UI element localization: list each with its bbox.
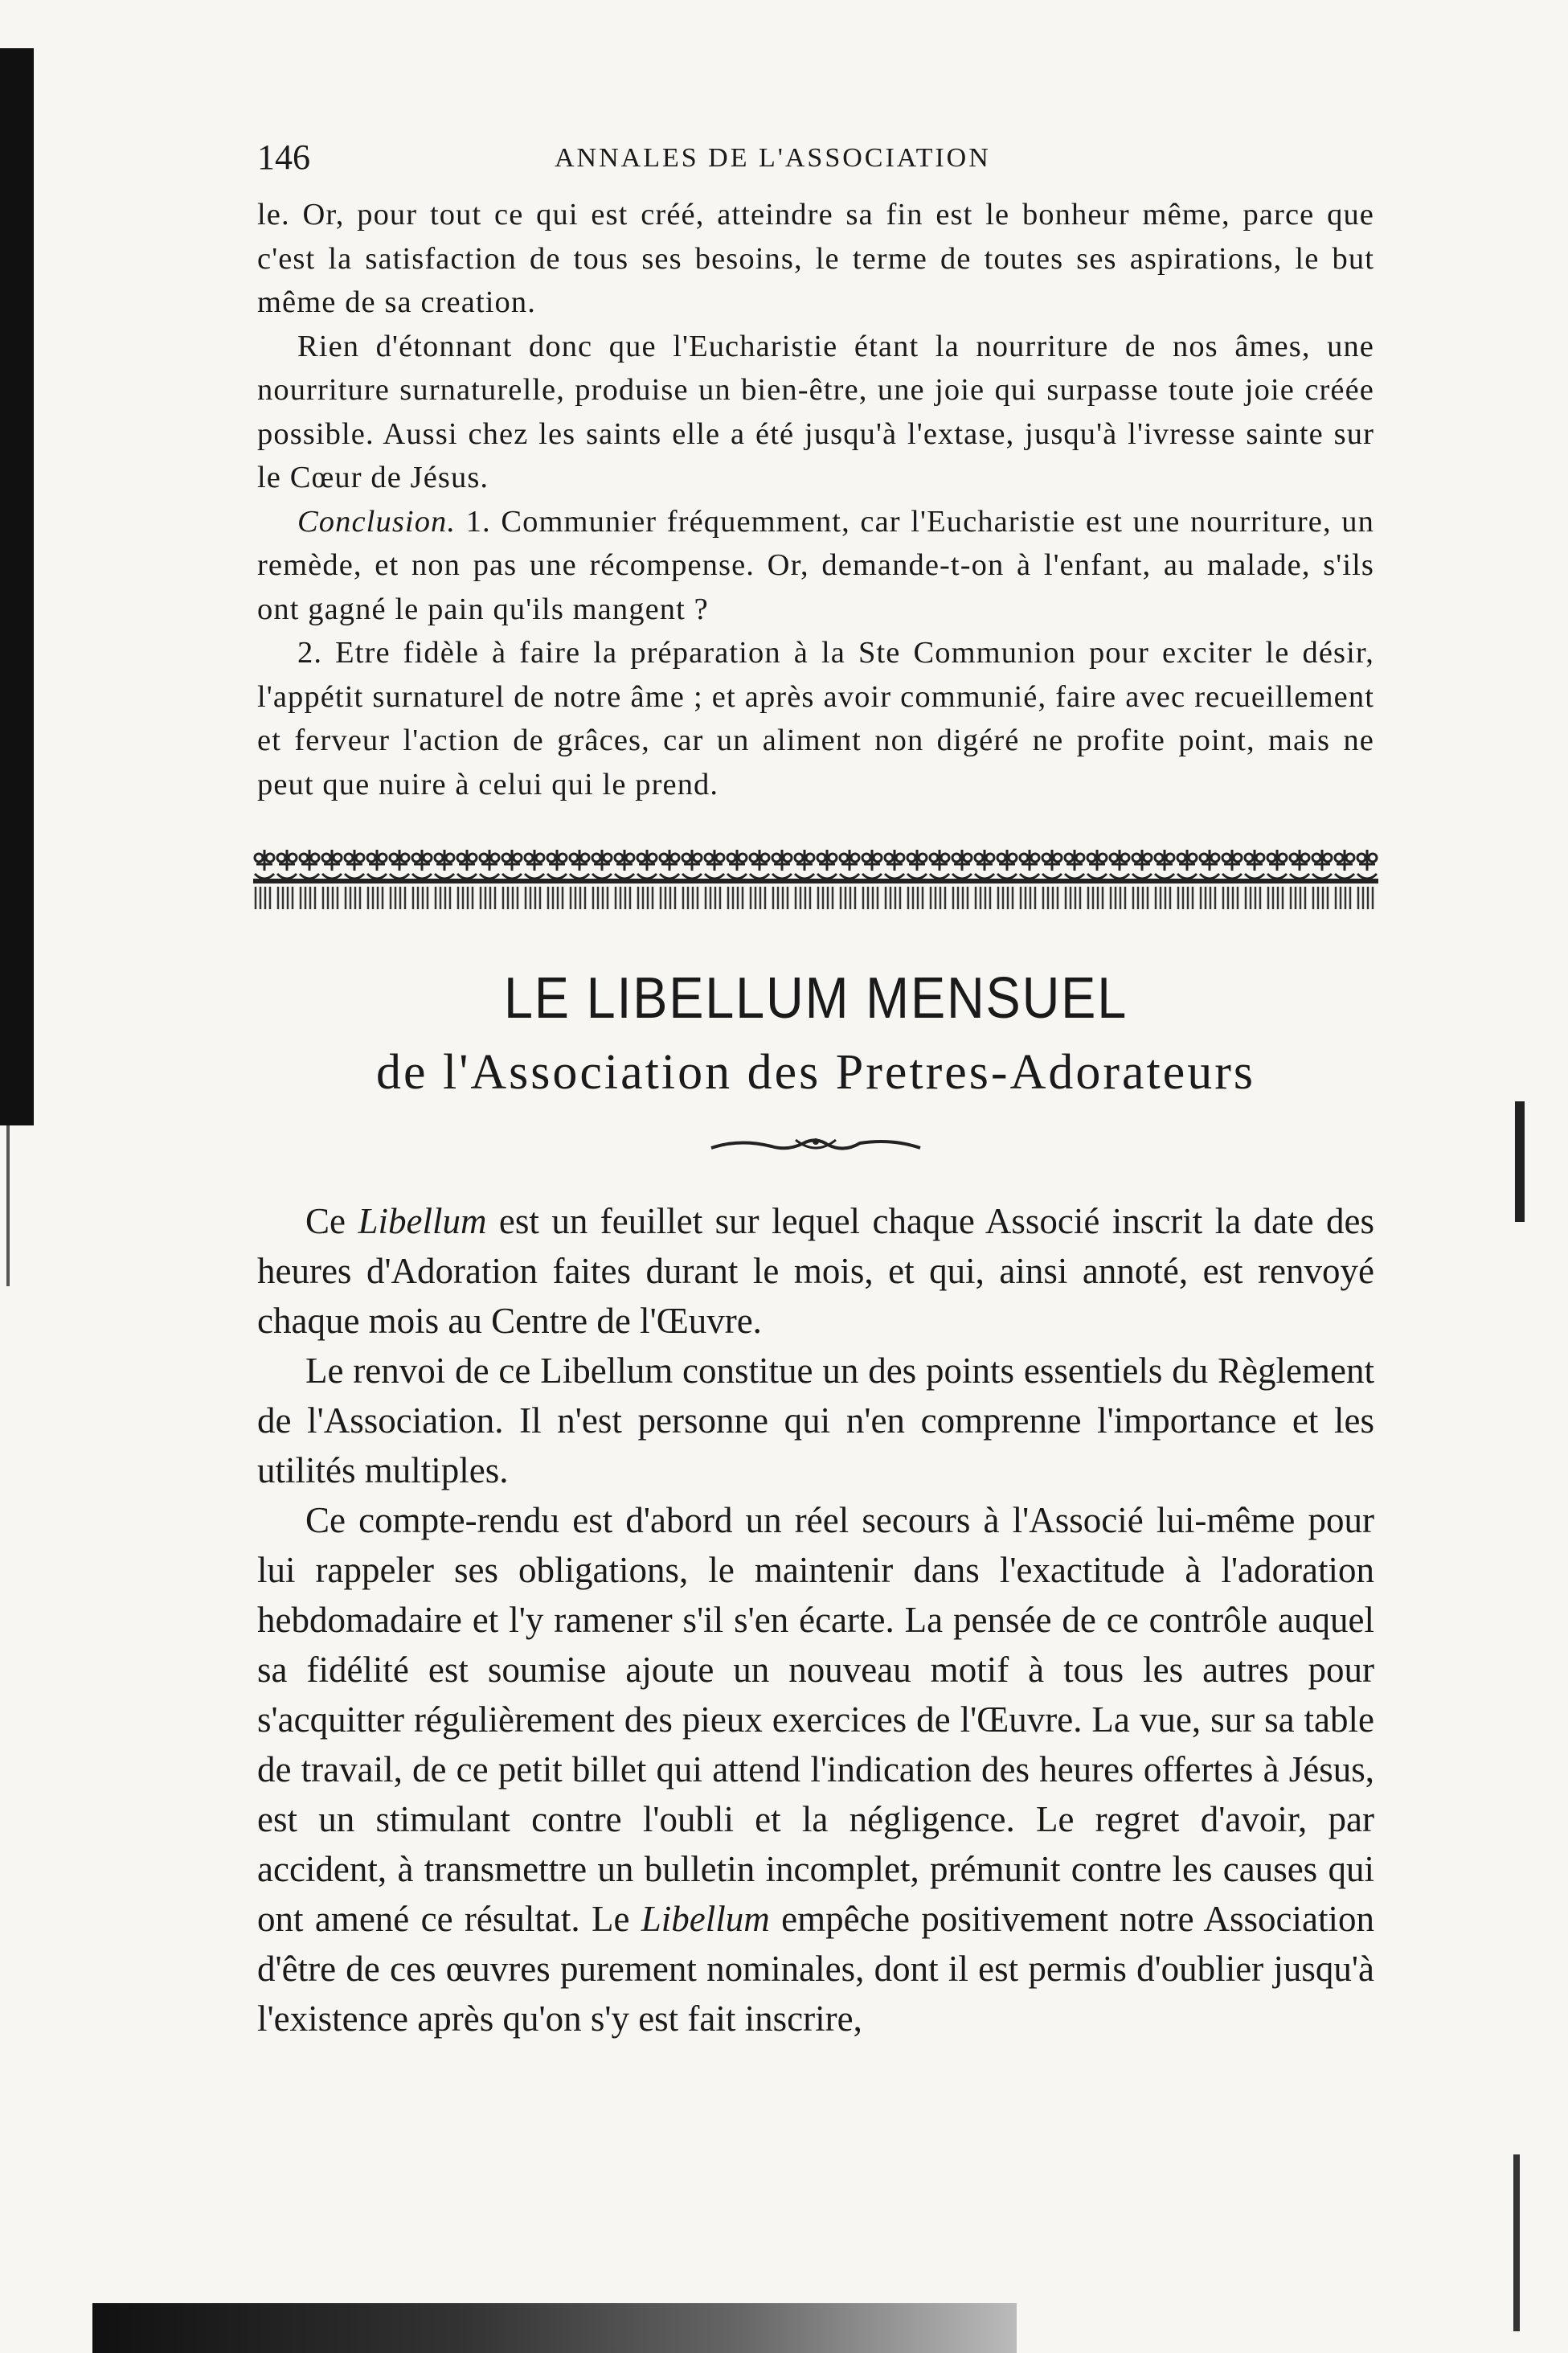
paragraph: 2. Etre fidèle à faire la préparation à la Ste Communion pour exciter le désir, l'appétit surnaturel de notre âme ; et après avoir communié, faire avec recueillement et ferveur l'action de grâces, car un aliment non digéré ne profite point, mais ne peut que nuire à celui qui le prend. xyxy=(257,636,1374,801)
scan-border-right-lower xyxy=(1513,2154,1520,2331)
page-number: 146 xyxy=(257,137,310,177)
ornamental-band xyxy=(253,847,1378,909)
section-title: LE LIBELLUM MENSUEL xyxy=(503,966,1128,1031)
paragraph: Ce compte-rendu est d'abord un réel secours à l'Associé lui-même pour lui rappeler ses obligations, le maintenir dans l'exactitude à l'adoration hebdomadaire et l'y ramener s'il s'en écarte. La pensée de ce contrôle auquel sa fidélité est soumise ajoute un nouveau motif à tous les autres pour s'acquitter régulièrement des pieux exercices de l'Œuvre. La vue, sur sa table de travail, de ce petit billet qui attend l'indication des heures offertes à Jésus, est un stimulant contre l'oubli et la négligence. Le regret d'avoir, par accident, à transmettre un bulletin incomplet, prémunit contre les causes qui ont amené ce résultat. Le Libellum empêche positivement notre Association d'être de ces œuvres purement nominales, dont il est permis d'oublier jusqu'à l'existence après qu'on s'y est fait inscrire, xyxy=(257,1500,1374,2039)
scan-border-left xyxy=(0,48,34,1125)
scan-border-right xyxy=(1515,1101,1525,1222)
scan-border-bottom xyxy=(92,2303,1017,2353)
paragraph: le. Or, pour tout ce qui est créé, atteindre sa fin est le bonheur même, parce que c'est la satisfaction de tous ses besoins, le terme de toutes ses aspirations, le but même de sa creation. xyxy=(257,198,1374,319)
paragraph: Ce Libellum est un feuillet sur lequel chaque Associé inscrit la date des heures d'Adoration faites durant le mois, et qui, ainsi annoté, est renvoyé chaque mois au Centre de l'Œuvre. xyxy=(257,1201,1374,1341)
paragraph: Rien d'étonnant donc que l'Eucharistie étant la nourriture de nos âmes, une nourriture surnaturelle, produise un bien-être, une joie qui surpasse toute joie créée possible. Aussi chez les saints elle a été jusqu'à l'extase, jusqu'à l'ivresse sainte sur le Cœur de Jésus. xyxy=(257,329,1374,494)
running-header xyxy=(257,137,1374,193)
book-page xyxy=(257,137,1374,2044)
running-title: ANNALES DE L'ASSOCIATION xyxy=(555,143,991,173)
flourish-ornament xyxy=(707,1133,924,1158)
libellum-article xyxy=(257,1196,1374,2044)
conclusion-paragraph: Conclusion. 1. Communier fréquemment, car l'Eucharistie est une nourriture, un remède, et non pas une récompense. Or, demande-t-on à l'enfant, au malade, s'ils ont gagné le pain qu'ils mangent ? xyxy=(257,504,1374,626)
paragraph: Le renvoi de ce Libellum constitue un des points essentiels du Règlement de l'Association. Il n'est personne qui n'en comprenne l'importance et les utilités multiples. xyxy=(257,1351,1374,1490)
scan-border-left-fragment xyxy=(6,1125,10,1286)
section-subtitle: de l'Association des Pretres-Adorateurs xyxy=(375,1045,1256,1100)
previous-article-end xyxy=(257,193,1374,806)
